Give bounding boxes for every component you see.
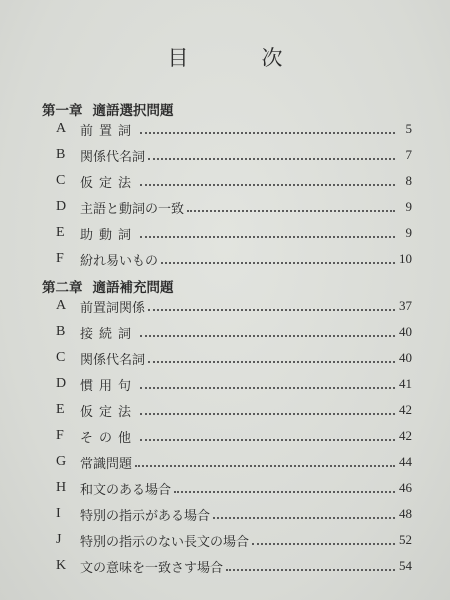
entry-letter: K [56, 558, 67, 573]
entry-label: 仮定法 [80, 404, 138, 420]
dot-leader [140, 184, 395, 186]
entry-label: 文の意味を一致さす場合 [80, 560, 224, 576]
entry-letter: F [56, 251, 64, 266]
chapter-name: 適語選択問題 [92, 103, 174, 119]
entry-label: 主語と動詞の一致 [80, 201, 185, 217]
toc-entry[interactable] [56, 349, 412, 367]
toc-entry[interactable] [56, 557, 412, 575]
dot-leader [187, 210, 395, 212]
entry-page: 44 [399, 454, 412, 469]
toc-entry[interactable] [56, 297, 412, 315]
dot-leader [140, 236, 395, 238]
entry-page: 40 [399, 324, 412, 339]
toc-entry[interactable] [56, 172, 412, 190]
entry-letter: D [56, 199, 67, 214]
dot-leader [140, 413, 395, 415]
entry-label: 特別の指示のない長文の場合 [80, 534, 250, 550]
entry-label: 特別の指示がある場合 [80, 508, 211, 524]
dot-leader [174, 491, 395, 493]
entry-letter: H [56, 480, 67, 495]
entry-letter: D [56, 376, 67, 391]
entry-label: 助動詞 [80, 227, 138, 243]
toc-entry[interactable] [56, 250, 412, 268]
chapter-name: 適語補充問題 [92, 280, 174, 296]
toc-entry[interactable] [56, 146, 412, 164]
entry-letter: F [56, 428, 64, 443]
entry-page: 9 [405, 199, 412, 214]
toc-entry[interactable] [56, 453, 412, 471]
dot-leader [213, 517, 395, 519]
entry-page: 40 [399, 350, 412, 365]
chapter-heading-2 [42, 276, 184, 296]
toc-entry[interactable] [56, 323, 412, 341]
entry-letter: B [56, 147, 66, 162]
chapter-label: 第一章 [42, 103, 83, 119]
toc-entry[interactable] [56, 375, 412, 393]
dot-leader [135, 465, 395, 467]
dot-leader [140, 132, 395, 134]
dot-leader [140, 387, 395, 389]
entry-page: 9 [405, 225, 412, 240]
entry-page: 42 [399, 428, 412, 443]
entry-letter: A [56, 121, 67, 136]
entry-letter: B [56, 324, 66, 339]
toc-entry[interactable] [56, 505, 412, 523]
toc-entry[interactable] [56, 198, 412, 216]
entry-label: 前置詞 [80, 123, 138, 139]
entry-label: 前置詞関係 [80, 300, 146, 316]
dot-leader [140, 439, 395, 441]
entry-letter: C [56, 350, 66, 365]
entry-letter: E [56, 225, 65, 240]
entry-letter: G [56, 454, 67, 469]
entry-label: 関係代名詞 [80, 352, 146, 368]
entry-label: 和文のある場合 [80, 482, 172, 498]
entry-page: 52 [399, 532, 412, 547]
entry-page: 42 [399, 402, 412, 417]
entry-letter: C [56, 173, 66, 188]
entry-label: 常識問題 [80, 456, 133, 472]
entry-page: 37 [399, 298, 412, 313]
toc-entry[interactable] [56, 427, 412, 445]
entry-page: 48 [399, 506, 412, 521]
dot-leader [252, 543, 395, 545]
toc-entry[interactable] [56, 401, 412, 419]
entry-letter: A [56, 298, 67, 313]
entry-label: 関係代名詞 [80, 149, 146, 165]
dot-leader [148, 158, 395, 160]
entry-letter: E [56, 402, 65, 417]
entry-page: 8 [405, 173, 412, 188]
entry-page: 5 [405, 121, 412, 136]
entry-page: 54 [399, 558, 412, 573]
entry-page: 7 [405, 147, 412, 162]
chapter-heading-1 [42, 99, 184, 119]
dot-leader [148, 361, 395, 363]
entry-label: 接続詞 [80, 326, 138, 342]
toc-entry[interactable] [56, 479, 412, 497]
entry-letter: I [56, 506, 61, 521]
dot-leader [140, 335, 395, 337]
dot-leader [161, 262, 395, 264]
chapter-label: 第二章 [42, 280, 83, 296]
entry-label: その他 [80, 430, 138, 446]
dot-leader [148, 309, 395, 311]
entry-page: 41 [399, 376, 412, 391]
entry-page: 10 [399, 251, 412, 266]
entry-page: 46 [399, 480, 412, 495]
toc-entry[interactable] [56, 224, 412, 242]
entry-label: 紛れ易いもの [80, 253, 159, 269]
page-title: 目 次 [167, 46, 309, 70]
toc-entry[interactable] [56, 120, 412, 138]
dot-leader [226, 569, 395, 571]
entry-letter: J [56, 532, 62, 547]
entry-label: 慣用句 [80, 378, 138, 394]
toc-entry[interactable] [56, 531, 412, 549]
entry-label: 仮定法 [80, 175, 138, 191]
